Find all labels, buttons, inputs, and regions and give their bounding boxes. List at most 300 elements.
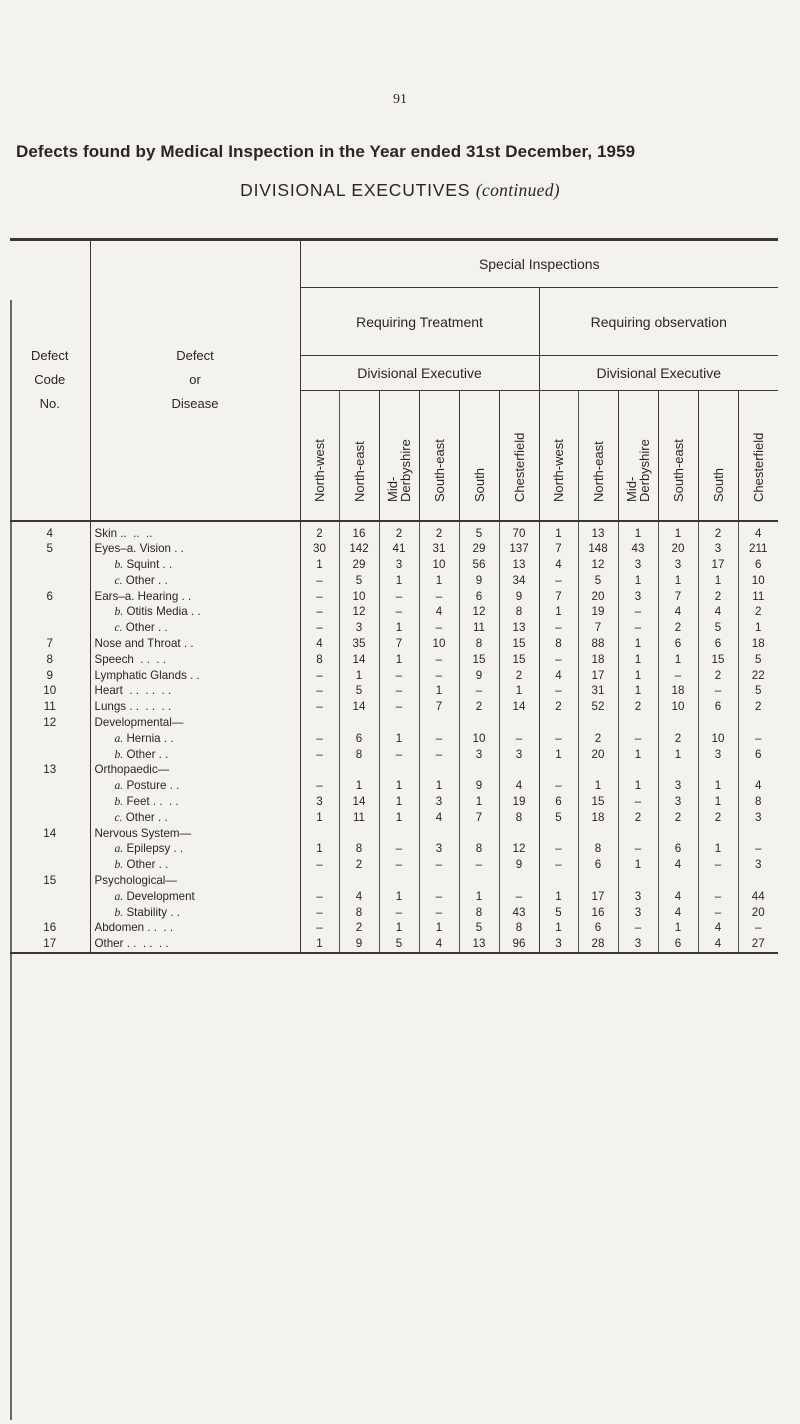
defect-label-text <box>95 527 153 540</box>
defect-label-text <box>95 716 184 729</box>
defect-label <box>90 541 300 557</box>
treatment-count-south: 2 <box>459 699 499 715</box>
treatment-count-north-west: – <box>300 731 339 747</box>
treatment-count-mid-derbyshire: 3 <box>379 557 419 573</box>
observation-count-mid-derbyshire: – <box>618 920 658 936</box>
treatment-count-north-east: 11 <box>339 810 379 826</box>
observation-count-south: 15 <box>698 652 738 668</box>
defect-label-text <box>95 811 168 824</box>
treatment-count-north-west: 1 <box>300 936 339 953</box>
observation-count-chesterfield: 211 <box>738 541 778 557</box>
observation-count-mid-derbyshire: 1 <box>618 857 658 873</box>
defect-code <box>10 731 90 747</box>
treatment-col-5 <box>499 391 539 521</box>
treatment-count-mid-derbyshire: – <box>379 699 419 715</box>
column-label <box>552 406 565 502</box>
treatment-count-south: 11 <box>459 620 499 636</box>
treatment-count-mid-derbyshire: 5 <box>379 936 419 953</box>
code-header-line-1: Defect <box>30 348 69 364</box>
observation-count-north-east: 31 <box>578 683 618 699</box>
treatment-count-chesterfield: 3 <box>499 747 539 763</box>
defect-label-text <box>95 605 201 618</box>
treatment-count-south: 9 <box>459 668 499 684</box>
defect-name: Otitis Media <box>126 605 188 619</box>
defect-label <box>90 521 300 542</box>
defect-label-text <box>95 574 168 587</box>
observation-count-south: 4 <box>698 936 738 953</box>
treatment-count-south: 8 <box>459 905 499 921</box>
leader-dots: . . <box>154 810 168 824</box>
observation-count-chesterfield: 4 <box>738 778 778 794</box>
treatment-count-north-east <box>339 715 379 731</box>
observation-count-chesterfield: 6 <box>738 747 778 763</box>
defect-label-text <box>95 921 174 934</box>
observation-count-mid-derbyshire: 1 <box>618 652 658 668</box>
defect-code <box>10 794 90 810</box>
treatment-count-north-west: 1 <box>300 810 339 826</box>
observation-count-south-east: 2 <box>658 810 698 826</box>
table-row <box>10 636 778 652</box>
treatment-count-south-east: – <box>419 668 459 684</box>
code-header-line-2: Code <box>34 372 66 388</box>
defect-name: Nose and Throat <box>94 637 181 651</box>
treatment-count-south: 1 <box>459 889 499 905</box>
treatment-count-mid-derbyshire: – <box>379 668 419 684</box>
treatment-count-chesterfield: 14 <box>499 699 539 715</box>
defect-label <box>90 889 300 905</box>
observation-count-mid-derbyshire <box>618 762 658 778</box>
treatment-count-north-west <box>300 826 339 842</box>
defect-label-text <box>95 779 180 792</box>
treatment-count-chesterfield: 2 <box>499 668 539 684</box>
observation-count-mid-derbyshire: – <box>618 841 658 857</box>
defect-name: Lungs <box>94 700 127 714</box>
treatment-count-north-west: – <box>300 778 339 794</box>
leader-dots: . . . . <box>144 921 174 935</box>
defect-name: Other <box>126 858 156 872</box>
treatment-count-south-east <box>419 826 459 842</box>
defect-name: Ears–a. Hearing <box>94 589 179 603</box>
treatment-count-south-east: – <box>419 889 459 905</box>
treatment-count-south: 56 <box>459 557 499 573</box>
observation-count-chesterfield <box>738 715 778 731</box>
column-label-line-1: North-west <box>312 438 327 502</box>
observation-count-north-east: 17 <box>578 668 618 684</box>
code-header-line-3: No. <box>39 396 60 412</box>
defect-code <box>10 604 90 620</box>
observation-count-north-east: 7 <box>578 620 618 636</box>
treatment-count-chesterfield: – <box>499 731 539 747</box>
defects-table <box>10 238 778 954</box>
defect-label <box>90 841 300 857</box>
leader-dots: . . . . <box>133 652 167 666</box>
observation-count-mid-derbyshire: 3 <box>618 589 658 605</box>
treatment-count-chesterfield: 13 <box>499 620 539 636</box>
observation-count-south: 1 <box>698 778 738 794</box>
observation-count-mid-derbyshire: – <box>618 731 658 747</box>
observation-count-south-east: 4 <box>658 889 698 905</box>
leader-dots: . . <box>180 637 194 651</box>
defect-name: Abdomen <box>94 921 145 935</box>
observation-count-north-west: 5 <box>539 810 578 826</box>
observation-count-south-east: 4 <box>658 604 698 620</box>
observation-count-south-east: – <box>658 668 698 684</box>
observation-count-north-east: 20 <box>578 747 618 763</box>
observation-count-south: 1 <box>698 841 738 857</box>
column-label-line-1: Chesterfield <box>750 432 766 502</box>
observation-count-north-east: 12 <box>578 557 618 573</box>
observation-count-south: 1 <box>698 794 738 810</box>
observation-count-north-west: 6 <box>539 794 578 810</box>
treatment-count-chesterfield: 137 <box>499 541 539 557</box>
defect-sub-letter: b. <box>114 605 124 619</box>
observation-count-north-west: 1 <box>539 604 578 620</box>
defect-label-text <box>95 700 172 713</box>
treatment-count-mid-derbyshire: 1 <box>379 620 419 636</box>
defect-name: Other <box>125 573 155 587</box>
column-label-line-1: Mid- <box>624 476 639 502</box>
observation-count-chesterfield: – <box>738 731 778 747</box>
defect-code <box>10 905 90 921</box>
treatment-count-north-west: 3 <box>300 794 339 810</box>
observation-count-south: – <box>698 905 738 921</box>
defect-sub-letter: a. <box>114 779 124 793</box>
observation-count-north-east: 28 <box>578 936 618 953</box>
observation-count-mid-derbyshire: – <box>618 604 658 620</box>
treatment-count-mid-derbyshire: 1 <box>379 778 419 794</box>
treatment-count-south: 6 <box>459 589 499 605</box>
observation-count-south <box>698 762 738 778</box>
defect-label-text <box>95 637 194 650</box>
table-row <box>10 620 778 636</box>
observation-count-south-east: 7 <box>658 589 698 605</box>
observation-count-south-east: 20 <box>658 541 698 557</box>
treatment-count-chesterfield <box>499 715 539 731</box>
observation-count-south: 2 <box>698 521 738 542</box>
defect-code: 4 <box>46 526 53 540</box>
observation-count-south-east: 10 <box>658 699 698 715</box>
defect-name: Skin <box>94 526 118 540</box>
column-label <box>386 406 412 502</box>
treatment-count-north-west: – <box>300 668 339 684</box>
leader-dots: . . <box>154 573 168 587</box>
leader-dots: . . <box>170 542 184 556</box>
observation-count-north-east <box>578 762 618 778</box>
observation-count-south-east: 1 <box>658 747 698 763</box>
observation-col-5 <box>738 391 778 521</box>
treatment-count-mid-derbyshire <box>379 826 419 842</box>
defect-code: 8 <box>46 652 53 666</box>
defect-label-text <box>95 590 192 603</box>
defect-label-text <box>95 732 174 745</box>
defect-header-line-3: Disease <box>171 396 219 412</box>
observation-count-south <box>698 873 738 889</box>
page-title: Defects found by Medical Inspection in the Year ended 31st December, 1959 <box>16 142 636 161</box>
defect-sub-letter: c. <box>114 621 123 635</box>
column-label-line-1: North-east <box>351 441 367 502</box>
observation-count-mid-derbyshire: – <box>618 620 658 636</box>
defect-sub-letter: b. <box>114 558 124 572</box>
column-label <box>473 406 486 502</box>
observation-count-chesterfield: 44 <box>738 889 778 905</box>
defect-label-text <box>95 827 192 840</box>
defect-label <box>90 573 300 589</box>
defect-name: Epilepsy <box>126 842 171 856</box>
defect-label-text <box>95 795 179 808</box>
treatment-count-south: 5 <box>459 920 499 936</box>
observation-count-north-west: – <box>539 857 578 873</box>
observation-count-north-west: 1 <box>539 747 578 763</box>
observation-count-mid-derbyshire <box>618 715 658 731</box>
column-label <box>313 406 326 502</box>
treatment-count-mid-derbyshire: – <box>379 841 419 857</box>
leader-dots: . . <box>160 731 174 745</box>
column-label <box>672 406 685 502</box>
observation-count-chesterfield: 2 <box>738 604 778 620</box>
defect-label <box>90 731 300 747</box>
observation-count-south: 2 <box>698 589 738 605</box>
defect-label-text <box>95 669 200 682</box>
treatment-count-south-east <box>419 762 459 778</box>
defect-label-text <box>95 558 173 571</box>
table-row <box>10 873 778 889</box>
treatment-count-south-east: 4 <box>419 810 459 826</box>
treatment-count-chesterfield: 34 <box>499 573 539 589</box>
table-row <box>10 936 778 953</box>
defect-label <box>90 652 300 668</box>
defect-sub-letter: a. <box>114 842 124 856</box>
treatment-count-south: 15 <box>459 652 499 668</box>
defect-code: 14 <box>43 826 57 840</box>
observation-count-south-east: 2 <box>658 731 698 747</box>
observation-count-south-east: 3 <box>658 794 698 810</box>
observation-count-chesterfield: 10 <box>738 573 778 589</box>
treatment-count-south-east: 10 <box>419 557 459 573</box>
treatment-count-chesterfield <box>499 826 539 842</box>
treatment-count-north-east <box>339 826 379 842</box>
treatment-count-chesterfield: 19 <box>499 794 539 810</box>
treatment-count-mid-derbyshire <box>379 715 419 731</box>
table-row <box>10 826 778 842</box>
table-row <box>10 920 778 936</box>
treatment-count-south-east: 2 <box>419 521 459 542</box>
treatment-count-north-west: – <box>300 604 339 620</box>
treatment-count-north-west: 2 <box>300 521 339 542</box>
treatment-count-north-west <box>300 715 339 731</box>
observation-count-mid-derbyshire <box>618 826 658 842</box>
observation-count-north-east: 6 <box>578 857 618 873</box>
requiring-treatment-header: Requiring Treatment <box>300 288 539 356</box>
leader-dots: . . <box>170 842 184 856</box>
defect-code <box>10 841 90 857</box>
treatment-count-mid-derbyshire <box>379 762 419 778</box>
defect-code: 12 <box>43 716 57 730</box>
treatment-count-south-east: 3 <box>419 841 459 857</box>
defect-label-text <box>95 763 170 776</box>
defect-sub-letter: a. <box>114 889 124 903</box>
treatment-count-south: 8 <box>459 636 499 652</box>
observation-count-north-east: 15 <box>578 794 618 810</box>
treatment-count-north-east: 10 <box>339 589 379 605</box>
defect-code: 15 <box>43 874 57 888</box>
treatment-col-1 <box>339 391 379 521</box>
observation-count-north-west: 4 <box>539 557 578 573</box>
column-label-line-1: Chesterfield <box>511 432 527 502</box>
observation-count-north-east <box>578 873 618 889</box>
subtitle-main: DIVISIONAL EXECUTIVES <box>240 180 471 200</box>
treatment-count-north-west <box>300 762 339 778</box>
treatment-count-chesterfield: 4 <box>499 778 539 794</box>
table-row <box>10 604 778 620</box>
column-label-line-2: Derbyshire <box>637 438 652 502</box>
table-row <box>10 699 778 715</box>
observation-count-north-west: – <box>539 620 578 636</box>
leader-dots: . . <box>178 589 192 603</box>
observation-count-south-east: 4 <box>658 905 698 921</box>
treatment-count-south-east: – <box>419 905 459 921</box>
treatment-count-north-east: 8 <box>339 905 379 921</box>
observation-count-south-east: 6 <box>658 841 698 857</box>
treatment-count-south-east: – <box>419 589 459 605</box>
treatment-count-north-east: 5 <box>339 683 379 699</box>
defect-label <box>90 668 300 684</box>
defect-name: Posture <box>126 779 167 793</box>
special-inspections-header: Special Inspections <box>300 240 778 288</box>
treatment-count-south: – <box>459 683 499 699</box>
leader-dots: . . <box>186 668 200 682</box>
treatment-count-north-east: 8 <box>339 747 379 763</box>
observation-count-chesterfield <box>738 826 778 842</box>
observation-count-north-west: 7 <box>539 541 578 557</box>
defect-label <box>90 683 300 699</box>
observation-count-north-west: – <box>539 778 578 794</box>
observation-count-north-east: 19 <box>578 604 618 620</box>
observation-count-chesterfield: 18 <box>738 636 778 652</box>
defect-code <box>10 573 90 589</box>
defect-label <box>90 920 300 936</box>
treatment-count-north-east: 14 <box>339 652 379 668</box>
column-label <box>592 406 605 502</box>
treatment-count-south-east: – <box>419 857 459 873</box>
defect-code: 11 <box>43 700 56 714</box>
observation-count-south: 2 <box>698 810 738 826</box>
treatment-count-north-east: 12 <box>339 604 379 620</box>
observation-count-mid-derbyshire: 2 <box>618 810 658 826</box>
defect-name: Development <box>126 889 195 903</box>
observation-count-north-west: 3 <box>539 936 578 953</box>
observation-count-south-east: 1 <box>658 652 698 668</box>
observation-count-south: 2 <box>698 668 738 684</box>
observation-count-chesterfield: – <box>738 920 778 936</box>
observation-count-north-west: 8 <box>539 636 578 652</box>
treatment-count-mid-derbyshire: 1 <box>379 920 419 936</box>
observation-count-chesterfield: 4 <box>738 521 778 542</box>
observation-count-north-east: 2 <box>578 731 618 747</box>
treatment-count-chesterfield: 15 <box>499 652 539 668</box>
treatment-count-south-east: 1 <box>419 778 459 794</box>
defect-name: Stability <box>126 905 168 919</box>
defect-sub-letter: b. <box>114 747 124 761</box>
observation-count-north-west: 1 <box>539 920 578 936</box>
treatment-count-north-west: – <box>300 889 339 905</box>
observation-count-chesterfield: 1 <box>738 620 778 636</box>
table-row <box>10 810 778 826</box>
defect-code: 5 <box>46 542 53 556</box>
requiring-observation-header: Requiring observation <box>539 288 778 356</box>
treatment-count-mid-derbyshire: – <box>379 683 419 699</box>
treatment-count-north-west: – <box>300 589 339 605</box>
treatment-count-north-east: 142 <box>339 541 379 557</box>
defect-label <box>90 826 300 842</box>
observation-count-south-east: 1 <box>658 521 698 542</box>
defect-code: 10 <box>43 684 57 698</box>
defect-name: Feet <box>126 795 150 809</box>
treatment-count-mid-derbyshire: – <box>379 589 419 605</box>
treatment-count-south: 9 <box>459 778 499 794</box>
treatment-count-chesterfield: 12 <box>499 841 539 857</box>
treatment-count-chesterfield: 96 <box>499 936 539 953</box>
defect-code <box>10 810 90 826</box>
column-label <box>625 406 651 502</box>
defect-sub-letter: c. <box>114 573 123 587</box>
treatment-col-2 <box>379 391 419 521</box>
observation-count-north-east: 148 <box>578 541 618 557</box>
treatment-count-north-east <box>339 873 379 889</box>
treatment-count-mid-derbyshire: 1 <box>379 889 419 905</box>
leader-dots: . . . . . . <box>126 700 172 714</box>
observation-count-north-east: 5 <box>578 573 618 589</box>
defect-label <box>90 747 300 763</box>
treatment-count-south-east: 4 <box>419 604 459 620</box>
treatment-count-mid-derbyshire: 1 <box>379 810 419 826</box>
observation-count-south-east: 18 <box>658 683 698 699</box>
leader-dots: . . . . . . <box>122 684 172 698</box>
treatment-count-north-west: – <box>300 920 339 936</box>
leader-dots: . . <box>155 858 169 872</box>
observation-count-south: 1 <box>698 573 738 589</box>
treatment-count-north-west: – <box>300 857 339 873</box>
treatment-count-chesterfield <box>499 762 539 778</box>
observation-count-chesterfield: – <box>738 841 778 857</box>
treatment-count-chesterfield: 8 <box>499 810 539 826</box>
defect-code <box>10 747 90 763</box>
treatment-count-north-east: 1 <box>339 778 379 794</box>
observation-count-south: – <box>698 857 738 873</box>
defect-code <box>10 889 90 905</box>
treatment-col-0 <box>300 391 339 521</box>
table-row <box>10 778 778 794</box>
defect-header <box>90 240 300 521</box>
table-row <box>10 652 778 668</box>
defect-code: 7 <box>46 637 53 651</box>
column-label-line-1: South <box>710 467 726 502</box>
defect-code: 13 <box>43 763 57 777</box>
treatment-count-north-east: 16 <box>339 521 379 542</box>
defect-name: Other <box>94 937 124 951</box>
column-label <box>353 406 366 502</box>
treatment-count-north-west: – <box>300 573 339 589</box>
code-header <box>10 240 90 521</box>
observation-count-south: 3 <box>698 747 738 763</box>
treatment-count-mid-derbyshire: 2 <box>379 521 419 542</box>
treatment-count-south-east: – <box>419 747 459 763</box>
observation-col-2 <box>618 391 658 521</box>
treatment-count-north-east: 5 <box>339 573 379 589</box>
subtitle-continued: (continued) <box>475 180 560 200</box>
observation-count-chesterfield: 22 <box>738 668 778 684</box>
treatment-count-mid-derbyshire: 7 <box>379 636 419 652</box>
defect-label-text <box>95 906 180 919</box>
